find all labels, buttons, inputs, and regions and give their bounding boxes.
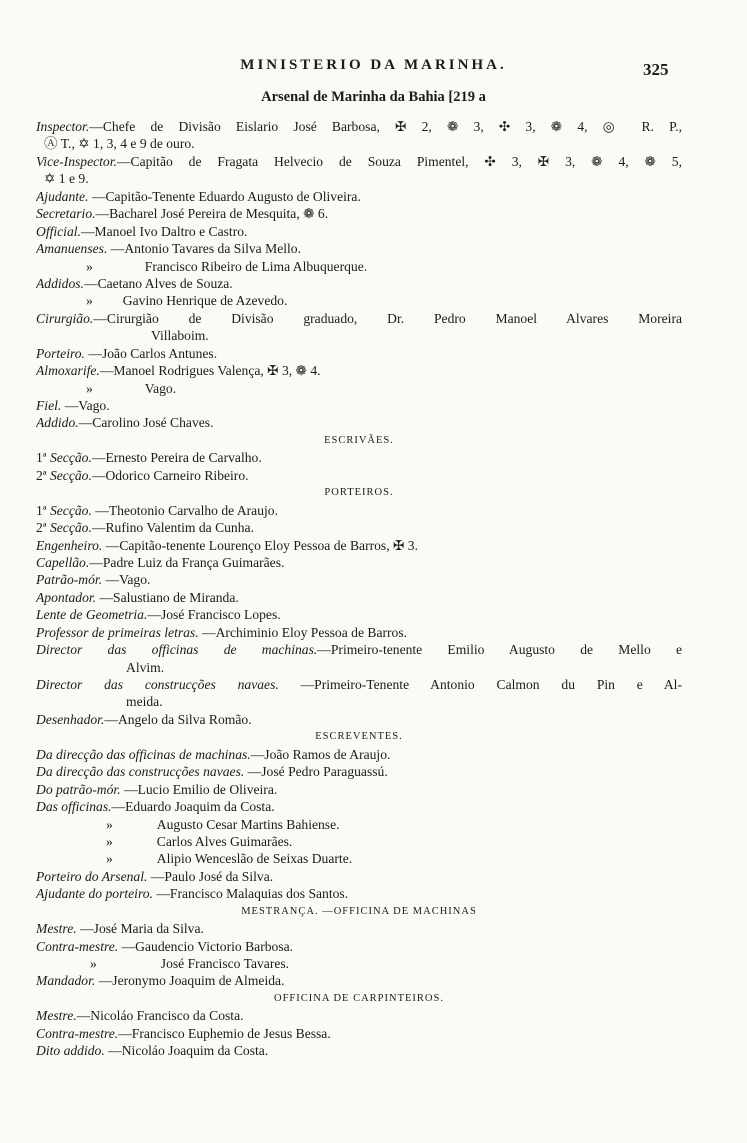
entry-label: Mestre. [36,1008,77,1024]
entry-text: —Eduardo Joaquim da Costa. [111,799,275,815]
ditto-mark: » [86,293,93,309]
entry-line [36,502,682,519]
entry-label: Fiel. [36,398,62,413]
entry-label: Do patrão-mór. [36,781,121,797]
entry-text: —Ernesto Pereira de Carvalho. [91,450,262,466]
entry-line [36,1042,682,1059]
ministry-heading: MINISTERIO DA MARINHA. [240,57,507,73]
entry-text: —Antonio Tavares da Silva Mello. [107,241,301,257]
ditto-line [36,816,682,833]
entry-line [36,606,682,623]
entry-line [36,310,682,327]
entry-text: —Chefe de Divisão Eislario José Barbosa, ✠ 2, ❁ 3, ✣ 3, ❁ 4, ◎ R. P., [89,119,682,134]
entry-label: Secção. [49,520,92,536]
entry-line [36,885,682,902]
entry-label: Professor de primeiras letras. [36,624,199,640]
entry-text: —Francisco Euphemio de Jesus Bessa. [118,1025,331,1041]
entry-line [36,781,682,798]
entry-continuation: ✡ 1 e 9. [44,171,89,187]
entry-prefix: 1ª [36,450,47,466]
entry-text: —Primeiro-Tenente Antonio Calmon du Pin e Al- [278,677,682,692]
entry-line [36,641,682,658]
section-heading: OFFICINA DE CARPINTEIROS. [274,992,444,1004]
entry-text: —José Francisco Lopes. [147,607,281,623]
entry-line [36,223,682,240]
entry-line [36,763,682,780]
page-number: 325 [643,60,669,79]
entry-text: —Cirurgião de Divisão graduado, Dr. Pedro Manoel Alvares Moreira [93,310,682,326]
entry-continuation: Alvim. [126,659,165,675]
entry-label: Apontador. [36,589,97,605]
entry-text: —Gaudencio Victorio Barbosa. [118,938,294,954]
entry-label: Addido. [36,415,79,431]
entry-text: —Angelo da Silva Romão. [104,711,252,727]
entry-text: —Lucio Emilio de Oliveira. [120,781,278,797]
ditto-mark: » [86,380,93,396]
entry-label: Cirurgião. [36,310,94,326]
entry-label: Almoxarife. [36,363,100,379]
section-heading: MESTRANÇA. —OFFICINA DE MACHINAS [241,905,477,917]
entry-line [36,746,682,763]
entry-label: Mestre. [36,921,77,937]
entry-label: Engenheiro. [36,537,103,553]
entry-line [36,1007,682,1024]
entry-continuation: Villaboim. [151,328,209,344]
entry-text: José Francisco Tavares. [160,956,290,971]
entry-line [36,868,682,885]
entry-text: —Archiminio Eloy Pessoa de Barros. [198,624,408,640]
section-heading: PORTEIROS. [324,487,394,499]
entry-label: Patrão-mór. [36,572,103,588]
entry-line [36,188,682,205]
entry-label: Secretario. [36,206,96,222]
entry-text: —Vago. [61,398,110,413]
ditto-mark: » [86,258,93,274]
ditto-mark: » [106,851,113,867]
entry-line [36,554,682,571]
entry-text: —Manoel Rodrigues Valença, ✠ 3, ❁ 4. [99,363,321,379]
entry-line [36,676,682,693]
entry-label: Vice-Inspector. [36,153,117,169]
entry-prefix: 2ª [36,467,47,483]
section-title: Arsenal de Marinha da Bahia [219 a [261,89,486,105]
entry-line [36,397,682,414]
entry-text: —José Pedro Paraguassú. [244,764,388,780]
entry-line [36,345,682,362]
entry-prefix: 2ª [36,520,47,536]
entry-line [36,589,682,606]
entry-line [36,571,682,588]
entry-text: —João Carlos Antunes. [84,345,218,361]
entry-label: Porteiro do Arsenal. [36,868,148,884]
entry-label: Secção. [49,502,92,518]
entry-label: Secção. [49,450,92,466]
entry-text: —Carolino José Chaves. [78,415,214,431]
entry-text: —Capitão-Tenente Eduardo Augusto de Oliveira. [88,188,361,204]
entry-label: Porteiro. [36,345,85,361]
entry-text: —Nicoláo Joaquim da Costa. [104,1043,269,1059]
entry-line [36,798,682,815]
entry-line [36,1025,682,1042]
entry-text: —Odorico Carneiro Ribeiro. [91,467,249,483]
ditto-mark: » [106,833,113,849]
entry-line [36,711,682,728]
ditto-line [36,380,682,397]
entry-label: Inspector. [36,119,90,134]
entry-text: —Salustiano de Miranda. [96,589,239,605]
entry-label: Dito addido. [36,1043,105,1059]
entry-line [36,275,682,292]
entry-label: Ajudante do porteiro. [36,886,153,902]
entry-text: —Theotonio Carvalho de Araujo. [91,502,278,518]
entry-text: —Manoel Ivo Daltro e Castro. [80,223,248,239]
entry-text: —Francisco Malaquias dos Santos. [152,886,349,902]
entry-label: Addidos. [36,275,84,291]
entry-text: Alipio Wenceslão de Seixas Duarte. [156,851,353,867]
entry-label: Lente de Geometria. [36,607,148,623]
entry-continuation: meida. [126,694,163,710]
entry-line [36,920,682,937]
entry-text: —Vago. [102,572,151,588]
entry-label: Director das construcções navaes. [36,677,279,692]
ditto-line [36,258,682,275]
entry-text: —Padre Luiz da França Guimarães. [89,554,285,570]
entry-line [36,972,682,989]
entry-text: Augusto Cesar Martins Bahiense. [156,816,340,832]
entry-text: —Bacharel José Pereira de Mesquita, ❁ 6. [95,206,329,222]
section-heading: ESCREVENTES. [315,731,403,743]
entry-prefix: 1ª [36,502,47,518]
entry-line [36,467,682,484]
ditto-mark: » [90,956,97,971]
entry-line [36,624,682,641]
entry-text: —Primeiro-tenente Emilio Augusto de Mello e [317,642,682,658]
roster-body [36,118,682,1060]
entry-line [36,362,682,379]
entry-line [36,240,682,257]
entry-text: —Paulo José da Silva. [147,868,274,884]
entry-line [36,118,682,135]
entry-line [36,449,682,466]
entry-text: —José Maria da Silva. [76,921,204,937]
entry-text: —Caetano Alves de Souza. [83,275,233,291]
entry-label: Capellão. [36,554,90,570]
entry-label: Contra-mestre. [36,1025,119,1041]
ditto-line [36,955,682,972]
entry-text: —Capitão-tenente Lourenço Eloy Pessoa de Barros, ✠ 3. [102,537,418,553]
entry-label: Ajudante. [36,188,89,204]
entry-line [36,519,682,536]
entry-line [36,153,682,170]
entry-continuation: Ⓐ T., ✡ 1, 3, 4 e 9 de ouro. [44,136,195,152]
entry-label: Contra-mestre. [36,938,119,954]
entry-text: —Nicoláo Francisco da Costa. [76,1008,244,1024]
ditto-line [36,850,682,867]
entry-label: Desenhador. [36,711,105,727]
entry-line [36,537,682,554]
entry-line [36,414,682,431]
entry-text: —João Ramos de Araujo. [250,746,391,762]
entry-text: Gavino Henrique de Azevedo. [122,293,288,309]
entry-text: —Jeronymo Joaquim de Almeida. [95,973,285,989]
entry-text: Carlos Alves Guimarães. [156,833,293,849]
entry-line [36,938,682,955]
entry-text: Vago. [144,380,177,396]
ditto-mark: » [106,816,113,832]
entry-label: Amanuenses. [36,241,108,257]
entry-line [36,205,682,222]
entry-label: Mandador. [36,973,96,989]
ditto-line [36,833,682,850]
ditto-line [36,292,682,309]
section-heading: ESCRIVÃES. [324,434,394,446]
entry-label: Da direcção das construcções navaes. [36,764,245,780]
entry-text: —Capitão de Fragata Helvecio de Souza Pimentel, ✣ 3, ✠ 3, ❁ 4, ❁ 5, [116,153,682,169]
entry-label: Da direcção das officinas de machinas. [36,746,251,762]
entry-label: Official. [36,223,81,239]
entry-label: Director das officinas de machinas. [36,642,318,658]
entry-text: —Rufino Valentim da Cunha. [91,520,254,536]
entry-text: Francisco Ribeiro de Lima Albuquerque. [144,258,368,274]
entry-label: Das officinas. [36,799,112,815]
entry-label: Secção. [49,467,92,483]
